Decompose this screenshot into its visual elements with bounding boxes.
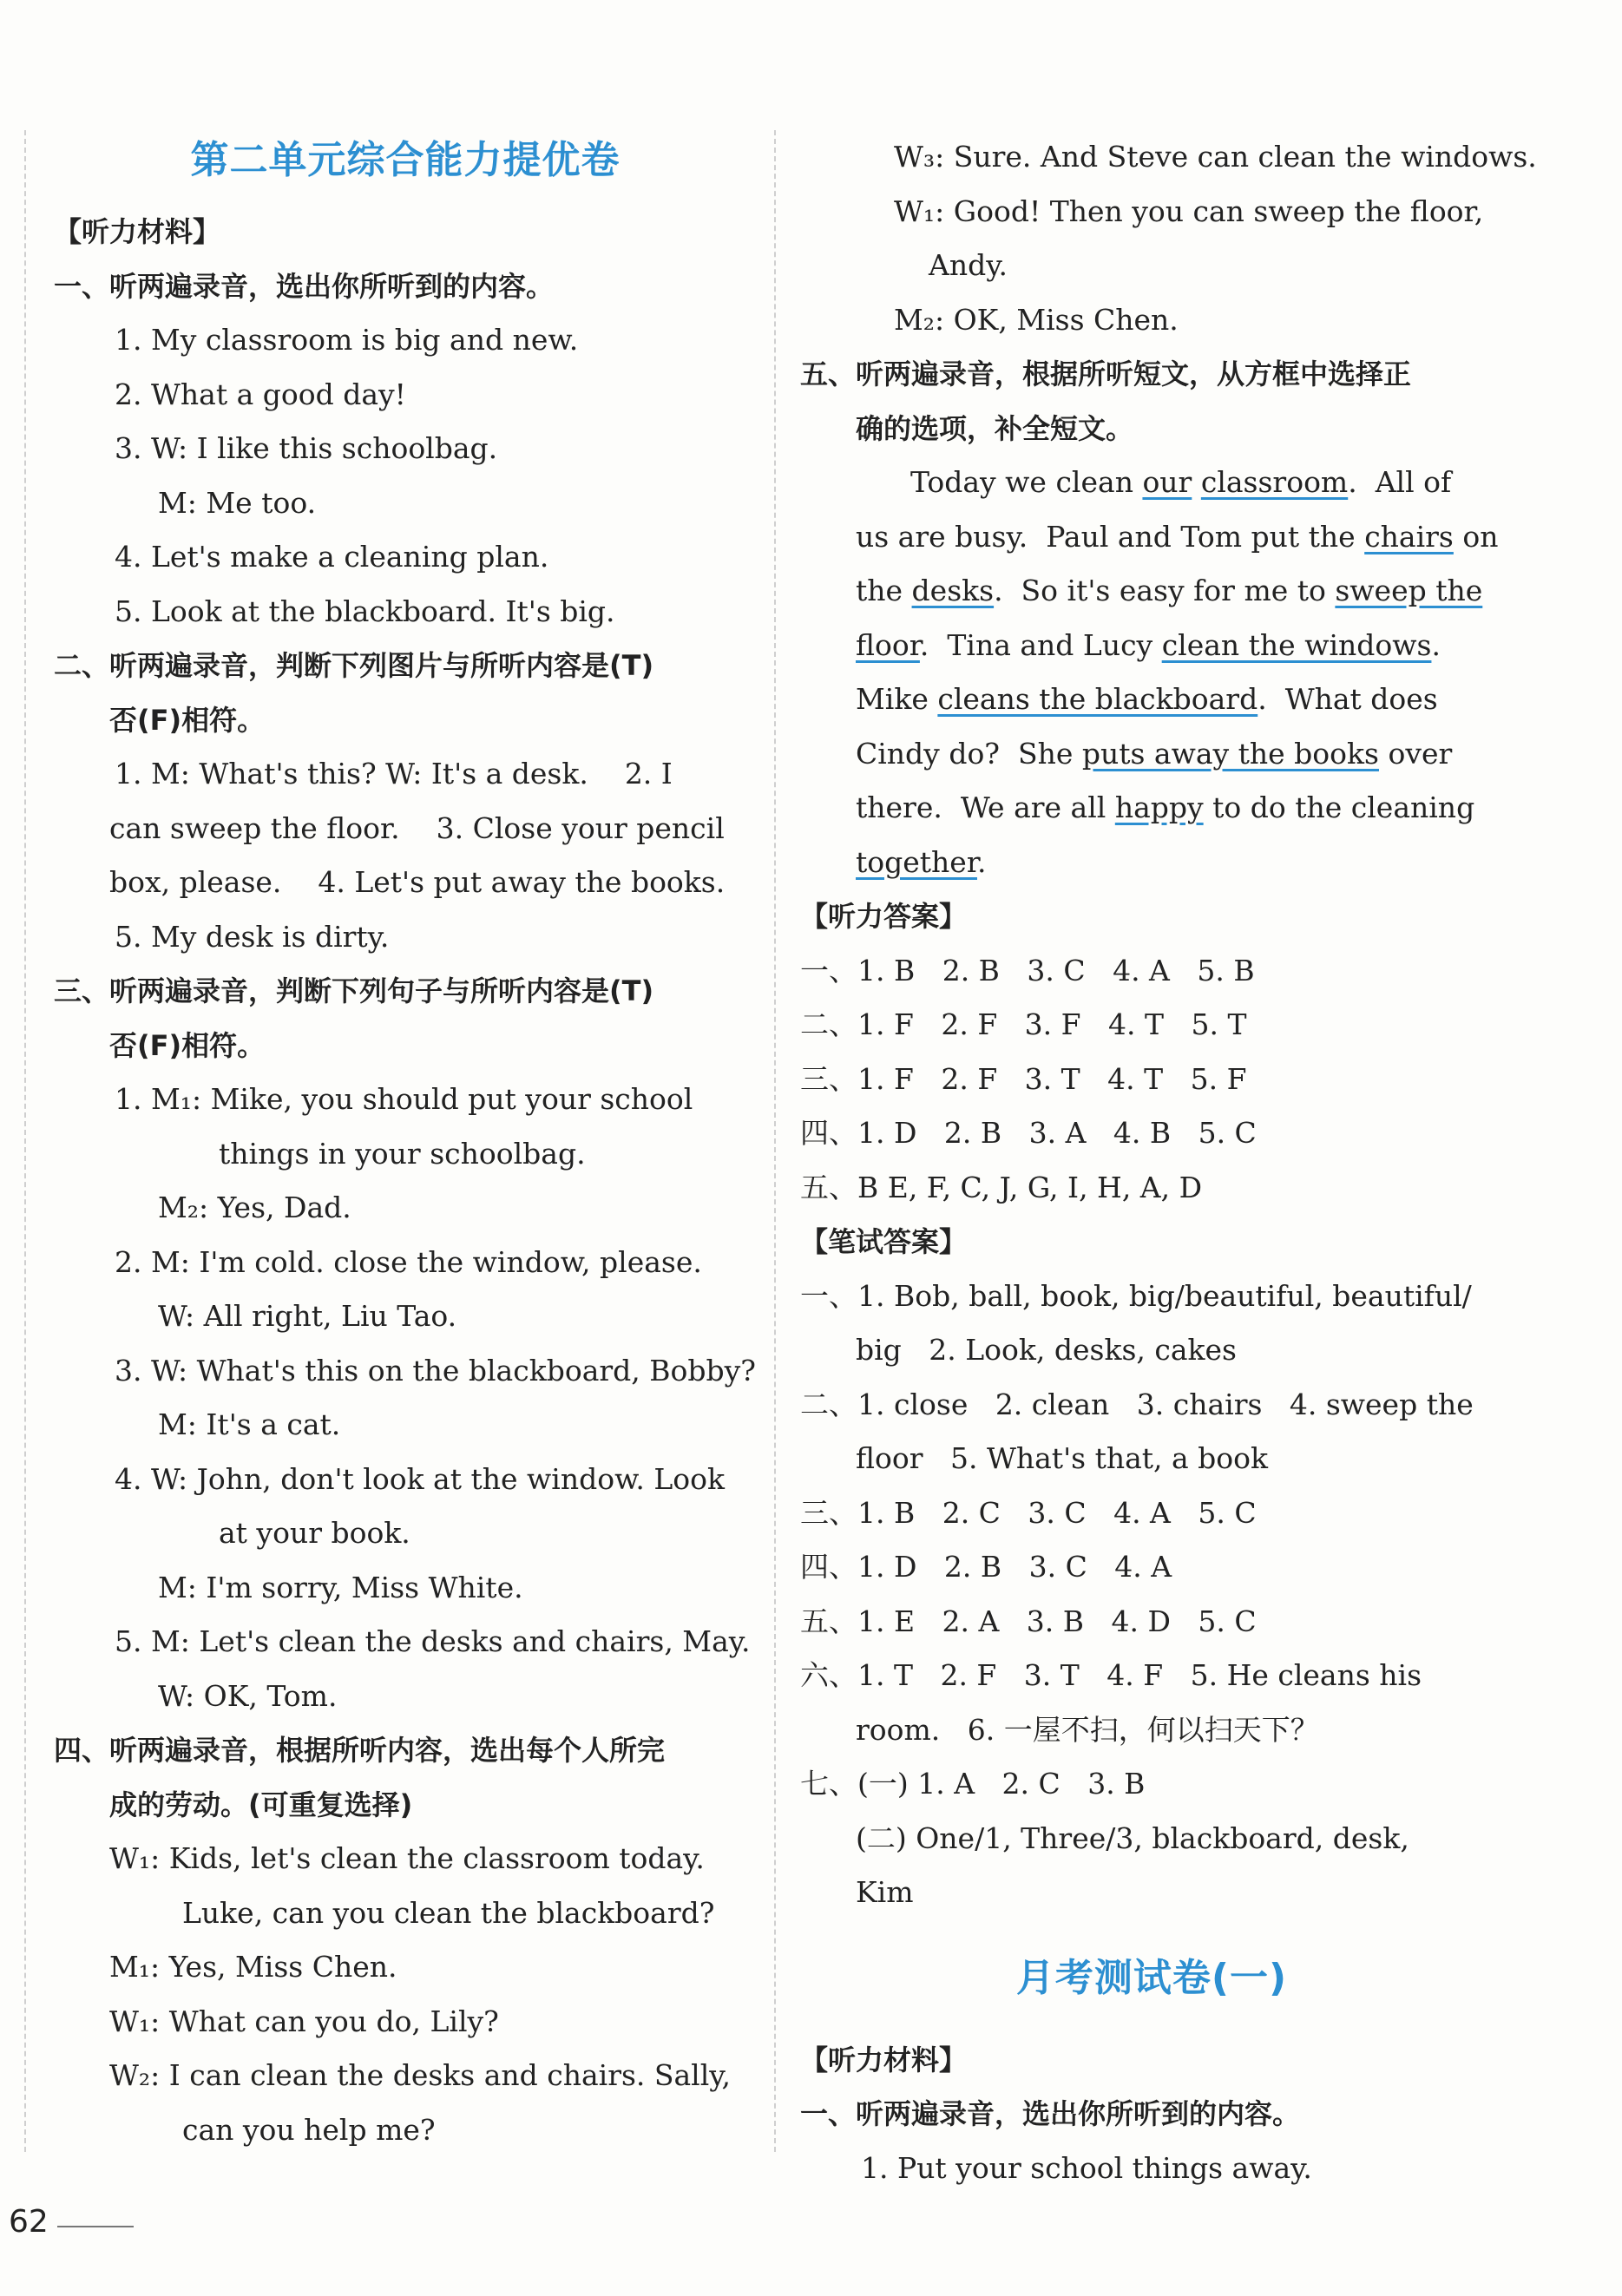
text-line: Luke, can you clean the blackboard? [182, 1895, 715, 1930]
left-column [54, 130, 757, 2157]
dialogue-continued [800, 130, 1537, 347]
passage-section [800, 347, 1503, 889]
text-line: 4. Let's make a cleaning plan. [115, 540, 549, 574]
filled-blank: clean the windows [1161, 627, 1432, 662]
question-heading: 三、听两遍录音，判断下列句子与所听内容是(T) [54, 974, 654, 1007]
passage-text: us are busy. Paul and Tom put the [856, 519, 1365, 554]
text-line: 四、1. D 2. B 3. C 4. A [800, 1550, 1172, 1584]
passage-text: . So it's easy for me to [994, 574, 1336, 607]
text-line: 5. Look at the blackboard. It's big. [115, 594, 615, 628]
text-line: M₂: OK, Miss Chen. [894, 302, 1179, 337]
question-heading: 二、听两遍录音，判断下列图片与所听内容是(T) [54, 649, 654, 682]
section-header: 【听力材料】 [54, 215, 221, 248]
passage-text: . All of [1348, 465, 1452, 499]
text-line: big 2. Look, desks, cakes [856, 1333, 1237, 1367]
text-line: room. 6. 一屋不扫，何以扫天下？ [856, 1712, 1319, 1747]
column-divider [774, 130, 776, 2152]
text-line [800, 619, 1503, 673]
filled-blank: puts away the books [1081, 736, 1379, 771]
text-line: box, please. 4. Let's put away the books. [109, 865, 726, 899]
text-line: 5. My desk is dirty. [115, 919, 390, 954]
section-header: 【笔试答案】 [800, 1225, 968, 1258]
text-line: M₁: Yes, Miss Chen. [109, 1950, 397, 1984]
text-line [800, 510, 1503, 565]
text-line: W: All right, Liu Tao. [158, 1299, 457, 1333]
text-line [800, 727, 1503, 782]
text-line [800, 672, 1503, 727]
question-heading: 确的选项，补全短文。 [856, 411, 1134, 445]
passage-text: on [1453, 519, 1499, 554]
filled-blank: sweep the [1335, 574, 1483, 607]
text-line: 三、1. F 2. F 3. T 4. T 5. F [800, 1061, 1247, 1096]
text-line [800, 836, 1503, 890]
filled-blank: floor [856, 627, 920, 662]
question-heading: 一、听两遍录音，选出你所听到的内容。 [54, 269, 555, 303]
passage-text: over [1378, 736, 1453, 771]
text-line: 一、1. Bob, ball, book, big/beautiful, beautiful/ [800, 1278, 1472, 1313]
text-line: 四、1. D 2. B 3. A 4. B 5. C [800, 1116, 1257, 1150]
unit-title: 第二单元综合能力提优卷 [190, 138, 621, 182]
question-heading: 否(F)相符。 [109, 1028, 266, 1062]
text-line: (二) One/1, Three/3, blackboard, desk, [856, 1820, 1409, 1855]
passage-text [1192, 465, 1201, 499]
text-line: 4. W: John, don't look at the window. Look [115, 1461, 726, 1496]
text-line: 一、1. B 2. B 3. C 4. A 5. B [800, 953, 1255, 987]
page-number: 62 [9, 2204, 49, 2240]
text-line: Kim [856, 1875, 914, 1909]
text-line: M: It's a cat. [158, 1407, 341, 1441]
passage-text: . [1431, 627, 1441, 662]
text-line: 2. What a good day! [115, 377, 406, 411]
text-line: 三、1. B 2. C 3. C 4. A 5. C [800, 1495, 1257, 1530]
passage-text: . What does [1258, 682, 1438, 716]
text-line: M: Me too. [158, 485, 317, 520]
text-line: 2. M: I'm cold. close the window, please. [115, 1244, 702, 1279]
text-line [800, 456, 1503, 510]
right-column [800, 130, 1537, 2195]
text-line: 二、1. close 2. clean 3. chairs 4. sweep the [800, 1387, 1474, 1421]
text-line: M: I'm sorry, Miss White. [158, 1570, 523, 1604]
text-line: W₁: Kids, let's clean the classroom today. [109, 1841, 705, 1875]
text-line: 六、1. T 2. F 3. T 4. F 5. He cleans his [800, 1658, 1422, 1692]
question-heading: 否(F)相符。 [109, 703, 266, 737]
filled-blank: together [856, 844, 977, 879]
text-line [800, 781, 1503, 836]
text-line: W: OK, Tom. [158, 1678, 338, 1713]
text-line: at your book. [219, 1516, 410, 1550]
left-margin-line [24, 130, 26, 2152]
filled-blank: cleans the blackboard [937, 682, 1258, 716]
section-header: 【听力材料】 [800, 2043, 968, 2076]
question-heading: 成的劳动。(可重复选择) [109, 1788, 413, 1821]
text-line: 二、1. F 2. F 3. F 4. T 5. T [800, 1007, 1247, 1041]
text-line: can sweep the floor. 3. Close your pencil [109, 810, 725, 845]
passage-text: Cindy do? She [856, 736, 1082, 771]
filled-blank: chairs [1364, 519, 1454, 554]
text-line: 1. M: What's this? W: It's a desk. 2. I [115, 757, 673, 790]
text-line: 5. M: Let's clean the desks and chairs, May. [115, 1624, 751, 1658]
passage-text: there. We are all [856, 790, 1115, 824]
text-line: W₁: Good! Then you can sweep the floor, [894, 194, 1484, 228]
answer-section [800, 889, 1503, 1920]
text-line [800, 564, 1503, 619]
filled-blank: happy [1114, 790, 1204, 824]
question-heading: 四、听两遍录音，根据所听内容，选出每个人所完 [54, 1734, 666, 1767]
text-line: floor 5. What's that, a book [856, 1441, 1269, 1475]
filled-blank: classroom [1200, 465, 1349, 499]
passage-text: to do the cleaning [1203, 790, 1475, 824]
filled-blank: our [1142, 465, 1192, 499]
passage-text: . [976, 844, 987, 879]
text-line: 1. M₁: Mike, you should put your school [115, 1082, 693, 1116]
filled-blank: desks [911, 574, 995, 607]
passage-text: . Tina and Lucy [919, 627, 1162, 662]
monthly-test-body [800, 2033, 1503, 2196]
text-line: 1. My classroom is big and new. [115, 323, 579, 357]
text-line: can you help me? [182, 2112, 436, 2147]
text-line: 五、B E, F, C, J, G, I, H, A, D [800, 1170, 1203, 1204]
monthly-test-title: 月考测试卷(一) [1015, 1955, 1288, 2000]
text-line: 七、(一) 1. A 2. C 3. B [800, 1767, 1146, 1801]
text-line: 3. W: I like this schoolbag. [115, 431, 498, 465]
question-heading: 一、听两遍录音，选出你所听到的内容。 [800, 2097, 1301, 2130]
text-line: 1. Put your school things away. [861, 2150, 1312, 2185]
text-line: M₂: Yes, Dad. [158, 1191, 351, 1224]
text-line: things in your schoolbag. [219, 1136, 586, 1171]
question-heading: 五、听两遍录音，根据所听短文，从方框中选择正 [800, 358, 1412, 390]
passage-text: Today we clean [856, 465, 1143, 499]
text-line: 五、1. E 2. A 3. B 4. D 5. C [800, 1604, 1257, 1638]
text-line: W₃: Sure. And Steve can clean the windows. [894, 140, 1537, 174]
passage-text: the [856, 574, 912, 607]
page-number-rule [57, 2226, 134, 2227]
text-line: W₁: What can you do, Lily? [109, 2004, 499, 2038]
text-line: Andy. [929, 248, 1008, 282]
passage-text: Mike [856, 682, 938, 716]
text-line: W₂: I can clean the desks and chairs. Sally, [109, 2058, 732, 2092]
text-line: 3. W: What's this on the blackboard, Bobby? [115, 1353, 756, 1387]
left-body [54, 205, 757, 2157]
section-header: 【听力答案】 [800, 900, 968, 933]
